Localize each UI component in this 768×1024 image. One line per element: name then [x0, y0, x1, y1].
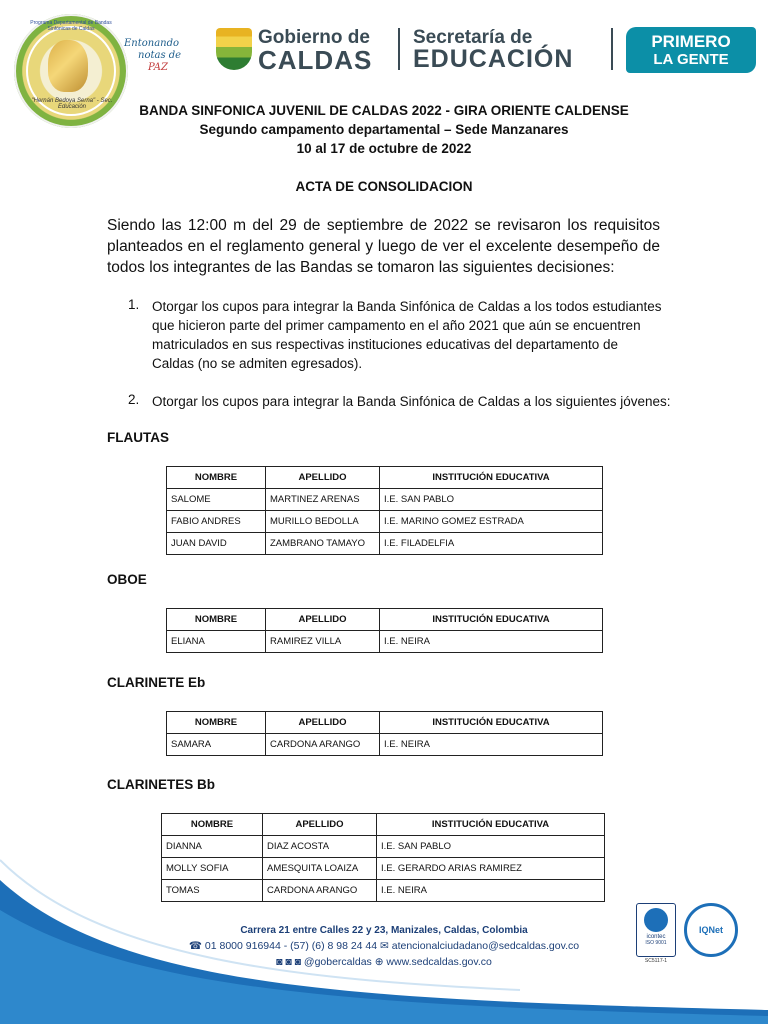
list-item-number: 2. — [128, 392, 140, 407]
column-header-apellido: APELLIDO — [266, 467, 380, 489]
cell-nombre: ELIANA — [167, 631, 266, 653]
section-title-flautas: FLAUTAS — [107, 430, 169, 445]
document-dates: 10 al 17 de octubre de 2022 — [296, 141, 472, 156]
intro-paragraph: Siendo las 12:00 m del 29 de septiembre de 2022 se revisaron los requisitos planteados en el reglamento general y luego de ver el excelente desempeño de todos los integrantes de las Bandas se tomaron las siguientes decisiones: — [107, 217, 660, 276]
footer-address: Carrera 21 entre Calles 22 y 23, Manizales, Caldas, Colombia — [240, 925, 528, 936]
gov-logo-top: Gobierno de — [258, 27, 370, 48]
column-header-nombre: NOMBRE — [162, 814, 263, 836]
column-header-apellido: APELLIDO — [263, 814, 377, 836]
cell-nombre: JUAN DAVID — [167, 533, 266, 555]
icontec-icon — [644, 908, 668, 932]
column-header-nombre: NOMBRE — [167, 467, 266, 489]
icontec-iso: ISO 9001 — [645, 940, 667, 946]
flautas-table — [166, 466, 603, 555]
footer-contact: ☎ 01 8000 916944 - (57) (6) 8 98 24 44 ✉ atencionalciudadano@sedcaldas.gov.co — [188, 940, 580, 952]
slogan-line-1: Entonando — [124, 38, 180, 49]
cell-institucion: I.E. NEIRA — [380, 734, 603, 756]
table-header-row — [167, 467, 603, 489]
cell-apellido: MURILLO BEDOLLA — [266, 511, 380, 533]
cell-apellido: AMESQUITA LOAIZA — [263, 858, 377, 880]
document-title: BANDA SINFONICA JUVENIL DE CALDAS 2022 - GIRA ORIENTE CALDENSE — [139, 103, 629, 118]
cell-nombre: SAMARA — [167, 734, 266, 756]
section-title-clarinete-eb: CLARINETE Eb — [107, 675, 206, 690]
cell-nombre: DIANNA — [162, 836, 263, 858]
gov-logo-bottom: CALDAS — [258, 45, 373, 75]
cell-apellido: MARTINEZ ARENAS — [266, 489, 380, 511]
cell-institucion: I.E. FILADELFIA — [380, 533, 603, 555]
column-header-nombre: NOMBRE — [167, 712, 266, 734]
cell-apellido: CARDONA ARANGO — [263, 880, 377, 902]
cell-apellido: CARDONA ARANGO — [266, 734, 380, 756]
iqnet-certification-logo: IQNet — [684, 903, 738, 957]
cell-apellido: ZAMBRANO TAMAYO — [266, 533, 380, 555]
cell-apellido: RAMIREZ VILLA — [266, 631, 380, 653]
horn-icon — [48, 40, 88, 92]
table-row — [167, 533, 603, 555]
cell-institucion: I.E. NEIRA — [380, 631, 603, 653]
cell-nombre: FABIO ANDRES — [167, 511, 266, 533]
cell-institucion: I.E. NEIRA — [377, 880, 605, 902]
secretaria-logo-top: Secretaría de — [413, 27, 533, 48]
table-header-row — [167, 609, 603, 631]
cell-apellido: DIAZ ACOSTA — [263, 836, 377, 858]
list-item-number: 1. — [128, 297, 140, 312]
header-divider — [611, 28, 613, 70]
icontec-label: icontec — [646, 934, 666, 940]
act-heading: ACTA DE CONSOLIDACION — [295, 179, 473, 194]
table-row — [167, 511, 603, 533]
oboe-table — [166, 608, 603, 653]
slogan-line-2: notas de — [138, 50, 182, 61]
table-row — [167, 734, 603, 756]
table-row — [167, 631, 603, 653]
column-header-apellido: APELLIDO — [266, 712, 380, 734]
column-header-apellido: APELLIDO — [266, 609, 380, 631]
column-header-institucion: INSTITUCIÓN EDUCATIVA — [380, 467, 603, 489]
badge-line-2: LA GENTE — [653, 51, 729, 68]
table-row — [167, 489, 603, 511]
primero-la-gente-badge — [626, 27, 756, 73]
list-item-text: Otorgar los cupos para integrar la Banda Sinfónica de Caldas a los siguientes jóvenes: — [152, 394, 671, 409]
column-header-institucion: INSTITUCIÓN EDUCATIVA — [380, 609, 603, 631]
list-item-text: Otorgar los cupos para integrar la Banda Sinfónica de Caldas a los todos estudiantes que hicieron parte del primer campamento en el año 2021 que aún se encuentren matriculados en sus respectivas instituciones educativas del departamento de Caldas (no se admiten egresados). — [152, 299, 662, 371]
slogan-line-3: PAZ — [148, 62, 168, 73]
seal-top-text: Programa Departamental de Bandas Sinfónicas de Caldas — [30, 20, 112, 32]
cell-nombre: MOLLY SOFIA — [162, 858, 263, 880]
clarinete-eb-table — [166, 711, 603, 756]
badge-line-1: PRIMERO — [651, 32, 731, 51]
section-title-clarinetes-bb: CLARINETES Bb — [107, 777, 215, 792]
cell-institucion: I.E. SAN PABLO — [380, 489, 603, 511]
cell-nombre: SALOME — [167, 489, 266, 511]
column-header-nombre: NOMBRE — [167, 609, 266, 631]
column-header-institucion: INSTITUCIÓN EDUCATIVA — [377, 814, 605, 836]
cell-institucion: I.E. MARINO GOMEZ ESTRADA — [380, 511, 603, 533]
cell-nombre: TOMAS — [162, 880, 263, 902]
icontec-certification-logo — [636, 903, 676, 957]
certification-code: SC5117-1 — [644, 958, 668, 964]
footer-social-links: ◙ ◙ ◙ @gobercaldas ⊕ www.sedcaldas.gov.co — [276, 956, 492, 968]
caldas-shield-icon — [216, 28, 252, 70]
cell-institucion: I.E. GERARDO ARIAS RAMIREZ — [377, 858, 605, 880]
table-header-row — [167, 712, 603, 734]
secretaria-logo-bottom: EDUCACIÓN — [413, 45, 574, 73]
header-divider — [398, 28, 400, 70]
document-subtitle: Segundo campamento departamental – Sede Manzanares — [199, 122, 569, 137]
seal-bottom-text: "Hernán Bedoya Serna" - Sec. Educación — [31, 98, 113, 110]
column-header-institucion: INSTITUCIÓN EDUCATIVA — [380, 712, 603, 734]
cell-institucion: I.E. SAN PABLO — [377, 836, 605, 858]
section-title-oboe: OBOE — [107, 572, 147, 587]
